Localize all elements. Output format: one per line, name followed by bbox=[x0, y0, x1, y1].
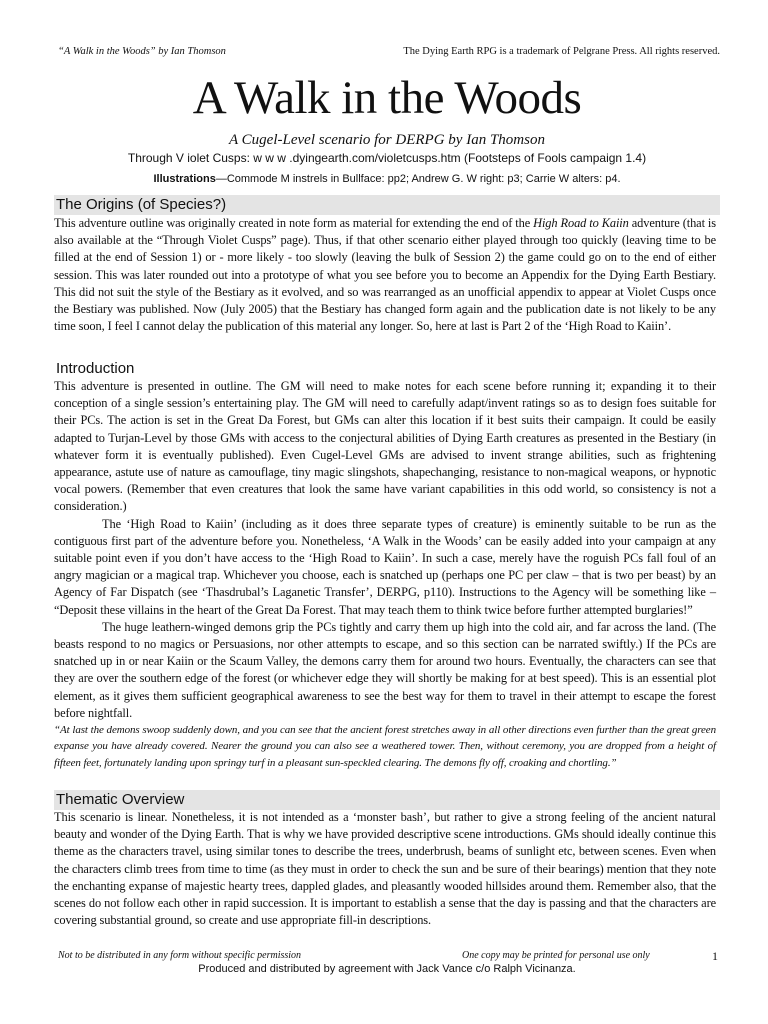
section-heading-origins: The Origins (of Species?) bbox=[54, 195, 720, 215]
section-heading-thematic-overview: Thematic Overview bbox=[54, 790, 720, 810]
section-body-introduction bbox=[54, 378, 716, 771]
section-body-origins bbox=[54, 215, 716, 335]
footer-print-notice: One copy may be printed for personal use only bbox=[462, 950, 650, 961]
origins-text-a: This adventure outline was originally created in note form as material for extending the end of the bbox=[54, 216, 534, 230]
source-line: Through V iolet Cusps: w w w .dyingearth.com/violetcusps.htm (Footsteps of Fools campaign 1.4) bbox=[127, 151, 647, 165]
document-subtitle: A Cugel-Level scenario for DERPG by Ian Thomson bbox=[229, 132, 545, 148]
header-author-credit: “A Walk in the Woods” by Ian Thomson bbox=[58, 46, 226, 57]
origins-text-b: adventure (that is also available at the “Through Violet Cusps” page). Thus, if that other scenario either played through too quickly (leaving time to be filled at the end of Session 1) or - more likely - too slowly (leaving the bulk of Session 2) the game could go on to the end of either session. This was later rounded out into a prototype of what you see before you to become an Appendix for the Dying Earth Bestiary. This did not suit the style of the Bestiary as it evolved, and so was rearranged as an unofficial appendix to appear at Violet Cusps once the Bestiary was published. Now (July 2005) that the Bestiary has changed form again and the publication date is not likely to be any time soon, I feel I cannot delay the publication of this material any longer. So, here at last is Part 2 of the ‘High Road to Kaiin’. bbox=[54, 216, 716, 334]
origins-italic-title: High Road to Kaiin bbox=[533, 216, 629, 230]
intro-paragraph-3: The huge leathern-winged demons grip the PCs tightly and carry them up high into the cold air, and far across the land. (The beasts respond to no magics or Persuasions, nor other attempts to escape, and so this section can be narrated swiftly.) If the PCs are snatched up in or near Kaiin or the Scaum Valley, the demons carry them for around two hours. Eventually, the characters can see that they are over the southern edge of the forest (or whichever edge they will shortly be making for at best speed). This is an essential plot element, as it gives them sufficient geographical awareness to see the best way for them to travel in their attempt to escape the forest before nightfall. bbox=[54, 619, 716, 720]
footer-distribution-notice: Not to be distributed in any form without specific permission bbox=[58, 950, 302, 961]
intro-paragraph-1: This adventure is presented in outline. The GM will need to make notes for each scene before running it; expanding it to their conception of a single session’s entertaining play. The GM will need to carefully adapt/invent ratings so as to design foes suitable for their PCs. The action is set in the Great Da Forest, but GMs can alter this location if it best suits their campaign. It could be easily adapted to Turjan-Level by those GMs with access to the conjectural abilities of Dying Earth creatures as presented in the Bestiary (in whatever form it is eventually published). Even Cugel-Level GMs are advised to invent strange abilities, such as frightening appearance, astute use of nature as camouflage, tiny magic slingshots, shapechanging, resistance to non-magical weapons, or hypnotic vocal powers. (Remember that even creatures that look the same have variant capabilities in this odd world, so consistency is not a consideration.) bbox=[54, 379, 716, 514]
footer-credit: Produced and distributed by agreement with Jack Vance c/o Ralph Vicinanza. bbox=[198, 963, 576, 975]
illustrations-credit bbox=[54, 171, 720, 187]
running-header bbox=[54, 45, 720, 59]
thematic-paragraph: This scenario is linear. Nonetheless, it is not intended as a ‘monster bash’, but rather to give a strong feeling of the ancient natural beauty and wonder of the Dying Earth. That is why we have provided descriptive scene introductions. GMs should ideally continue this theme as the characters travel, using similar tones to describe the trees, underbrush, beams of sunlight etc, between scenes. Even when the characters climb trees from time to time (as they must in order to check the sun and be sure of their bearings) mention that they note the enchanting expanse of majestic hearty trees, dappled glades, and pleasantly wooded hillsides around them. Remember also, that the scenes do not follow each other in rapid succession. It is important to establish a sense that the day is passing and that the characters are covering substantial ground, so create and use appropriate fill-in descriptions. bbox=[54, 810, 716, 928]
intro-boxed-quote: “At last the demons swoop suddenly down, and you can see that the ancient forest stretches away in all other directions even further than the great green expanse you have already covered. Nearer the ground you can also see a weathered tower. Then, without ceremony, you are dropped from a height of fifteen feet, fortunately landing upon springy turf in a pleasant sun-speckled clearing. The demons fly off, croaking and chortling.” bbox=[54, 724, 716, 769]
illustrations-text: —Commode M instrels in Bullface: pp2; Andrew G. W right: p3; Carrie W alters: p4. bbox=[215, 173, 621, 185]
document-title: A Walk in the Woods bbox=[192, 72, 582, 124]
header-trademark-notice: The Dying Earth RPG is a trademark of Pelgrane Press. All rights reserved. bbox=[403, 46, 720, 57]
section-body-thematic-overview bbox=[54, 809, 716, 929]
page-number: 1 bbox=[712, 949, 718, 963]
footer-notices bbox=[54, 949, 720, 963]
origins-paragraph bbox=[54, 215, 716, 335]
intro-paragraph-2: The ‘High Road to Kaiin’ (including as it does three separate types of creature) is eminently suitable to be run as the contiguous first part of the adventure before you. Nonetheless, ‘A Walk in the Woods’ can be easily added into your campaign at any suitable point even if you don’t have access to the ‘High Road to Kaiin’. In such a case, merely have the roguish PCs fall foul of an angry magician or a magical trap. Whichever you choose, each is snatched up (perhaps one PC per claw – that is two per beast) by an Agency of Far Dispatch (see ‘Thasdrubal’s Laganetic Transfer’, DERPG, p110). Instructions to the Agency will be something like – “Deposit these villains in the heart of the Great Da Forest. That may teach them to think twice before further attempted burglaries!” bbox=[54, 516, 716, 617]
section-heading-introduction: Introduction bbox=[54, 359, 720, 379]
illustrations-label: Illustrations bbox=[153, 173, 216, 185]
